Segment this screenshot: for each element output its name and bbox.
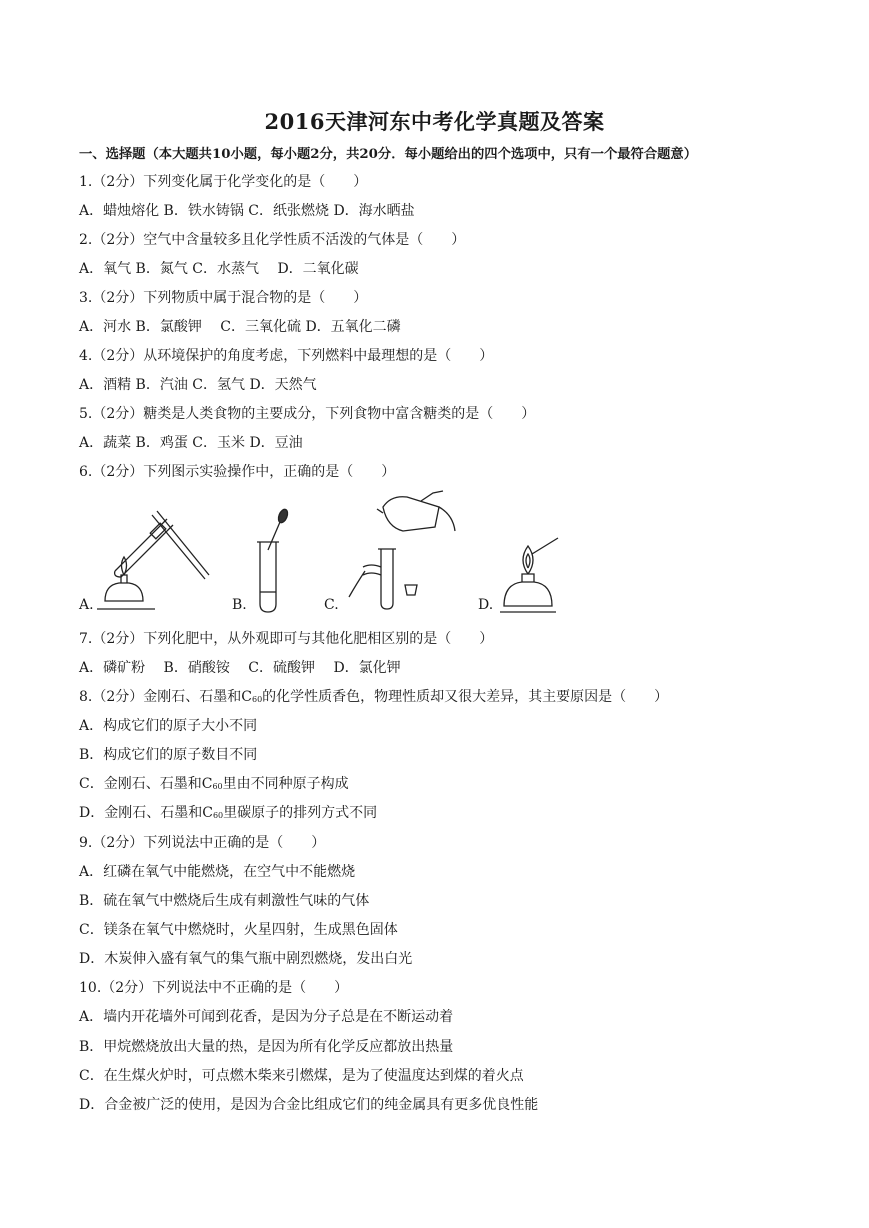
page-title: 2016天津河东中考化学真题及答案 — [264, 109, 605, 134]
dropper-test-tube-figure — [252, 508, 292, 616]
q6-label-d: D. — [478, 597, 494, 613]
q3-options: A．河水 B．氯酸钾 C．三氧化硫 D．五氧化二磷 — [79, 319, 401, 335]
q9-stem: 9.（2分）下列说法中正确的是（ ） — [79, 835, 326, 851]
q10-option-a: A．墙内开花墙外可闻到花香，是因为分子总是在不断运动着 — [79, 1009, 454, 1025]
q4-stem: 4.（2分）从环境保护的角度考虑，下列燃料中最理想的是（ ） — [79, 348, 494, 364]
q7-options: A．磷矿粉 B．硝酸铵 C．硫酸钾 D．氯化钾 — [79, 660, 401, 676]
q9-option-a: A．红磷在氧气中能燃烧，在空气中不能燃烧 — [79, 864, 356, 880]
q6-stem: 6.（2分）下列图示实验操作中，正确的是（ ） — [79, 464, 396, 480]
q10-stem: 10.（2分）下列说法中不正确的是（ ） — [79, 980, 349, 996]
pouring-liquid-figure — [343, 487, 463, 613]
q9-option-c: C．镁条在氧气中燃烧时，火星四射，生成黑色固体 — [79, 922, 398, 938]
heating-test-tube-figure — [97, 505, 215, 615]
q10-option-b: B．甲烷燃烧放出大量的热，是因为所有化学反应都放出热量 — [79, 1039, 454, 1055]
q8-stem: 8.（2分）金刚石、石墨和$C_{60}$的化学性质香色，物理性质却又很大差异，其主要原因是（ ） — [79, 689, 669, 705]
q8-option-b: B．构成它们的原子数目不同 — [79, 747, 258, 763]
q4-options: A．酒精 B．汽油 C．氢气 D．天然气 — [79, 377, 317, 393]
q1-options: A．蜡烛熔化 B．铁水铸锅 C．纸张燃烧 D．海水晒盐 — [79, 203, 415, 219]
q8-option-a: A．构成它们的原子大小不同 — [79, 718, 258, 734]
q1-stem: 1.（2分）下列变化属于化学变化的是（ ） — [79, 174, 368, 190]
q7-stem: 7.（2分）下列化肥中，从外观即可与其他化肥相区别的是（ ） — [79, 631, 494, 647]
q9-option-d: D．木炭伸入盛有氧气的集气瓶中剧烈燃烧，发出白光 — [79, 951, 413, 967]
q3-stem: 3.（2分）下列物质中属于混合物的是（ ） — [79, 290, 368, 306]
q5-stem: 5.（2分）糖类是人类食物的主要成分，下列食物中富含糖类的是（ ） — [79, 406, 536, 422]
q8-option-d: D．金刚石、石墨和$C_{60}$里碳原子的排列方式不同 — [79, 805, 378, 821]
section-heading: 一、选择题（本大题共10小题，每小题2分，共20分．每小题给出的四个选项中，只有一个最符合题意） — [79, 147, 698, 162]
q6-label-c: C. — [324, 597, 339, 613]
q2-options: A．氧气 B．氮气 C．水蒸气 D．二氧化碳 — [79, 261, 359, 277]
q8-option-c: C．金刚石、石墨和$C_{60}$里由不同种原子构成 — [79, 776, 349, 792]
q6-label-b: B. — [232, 597, 247, 613]
alcohol-lamp-figure — [500, 532, 560, 614]
q5-options: A．蔬菜 B．鸡蛋 C．玉米 D．豆油 — [79, 435, 303, 451]
q6-label-a: A. — [79, 597, 94, 613]
q10-option-d: D．合金被广泛的使用，是因为合金比组成它们的纯金属具有更多优良性能 — [79, 1097, 539, 1113]
q2-stem: 2.（2分）空气中含量较多且化学性质不活泼的气体是（ ） — [79, 232, 466, 248]
q9-option-b: B．硫在氧气中燃烧后生成有刺激性气味的气体 — [79, 893, 370, 909]
q10-option-c: C．在生煤火炉时，可点燃木柴来引燃煤，是为了使温度达到煤的着火点 — [79, 1068, 524, 1084]
